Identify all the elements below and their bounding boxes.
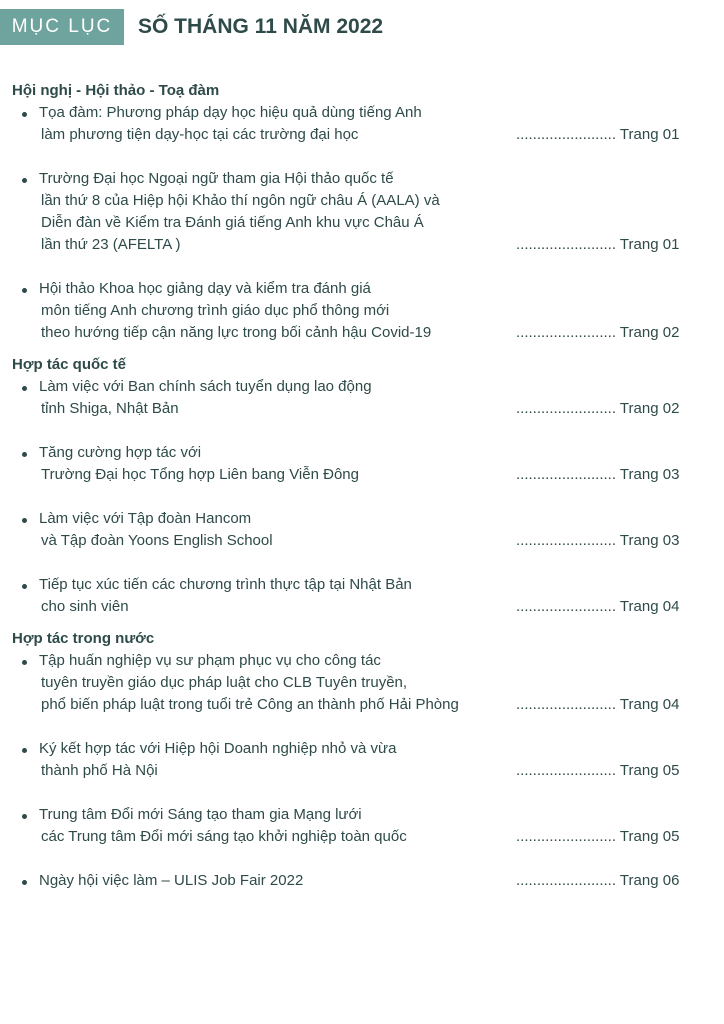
toc-entry[interactable] [0, 872, 724, 894]
toc-entry-page [516, 400, 679, 417]
toc-entry-page [516, 872, 679, 889]
toc-entry-page [516, 236, 679, 253]
toc-entry[interactable] [0, 104, 724, 148]
toc-entry-line: cho sinh viên [41, 598, 129, 615]
toc-entry-page [516, 466, 679, 483]
toc-entry-line: và Tập đoàn Yoons English School [41, 532, 273, 549]
toc-entry-page [516, 126, 679, 143]
toc-entry-line: Diễn đàn về Kiểm tra Đánh giá tiếng Anh khu vực Châu Á [41, 214, 424, 231]
section-title: Hợp tác trong nước [12, 630, 155, 647]
bullet-icon [22, 386, 27, 391]
page-number: Trang 02 [616, 400, 680, 417]
bullet-icon [22, 518, 27, 523]
bullet-icon [22, 452, 27, 457]
leader-dots: ........................ [516, 828, 617, 845]
toc-entry[interactable] [0, 576, 724, 620]
page-number: Trang 06 [616, 872, 680, 889]
leader-dots: ........................ [516, 762, 617, 779]
leader-dots: ........................ [516, 696, 617, 713]
issue-title: SỐ THÁNG 11 NĂM 2022 [138, 15, 384, 38]
leader-dots: ........................ [516, 126, 617, 143]
toc-entry-line: làm phương tiện dạy-học tại các trường đại học [41, 126, 359, 143]
page-number: Trang 01 [616, 126, 680, 143]
toc-entry[interactable] [0, 170, 724, 258]
toc-entry-line: các Trung tâm Đổi mới sáng tạo khởi nghiệp toàn quốc [41, 828, 407, 845]
toc-entry-page [516, 696, 679, 713]
toc-entry-line: tỉnh Shiga, Nhật Bản [41, 400, 179, 417]
toc-entry-line: Hội thảo Khoa học giảng dạy và kiểm tra đánh giá [39, 280, 371, 297]
page-number: Trang 03 [616, 466, 680, 483]
toc-entry-line: Ngày hội việc làm – ULIS Job Fair 2022 [39, 872, 304, 889]
leader-dots: ........................ [516, 872, 617, 889]
bullet-icon [22, 584, 27, 589]
leader-dots: ........................ [516, 236, 617, 253]
toc-entry-page [516, 828, 679, 845]
page-number: Trang 04 [616, 598, 680, 615]
toc-entry-line: lần thứ 23 (AFELTA ) [41, 236, 181, 253]
toc-entry-page [516, 762, 679, 779]
toc-entry[interactable] [0, 510, 724, 554]
toc-entry[interactable] [0, 378, 724, 422]
toc-entry-line: lần thứ 8 của Hiệp hội Khảo thí ngôn ngữ châu Á (AALA) và [41, 192, 440, 209]
toc-entry-line: Tăng cường hợp tác với [39, 444, 202, 461]
toc-entry-line: môn tiếng Anh chương trình giáo dục phổ thông mới [41, 302, 390, 319]
bullet-icon [22, 814, 27, 819]
toc-entry-line: thành phố Hà Nội [41, 762, 158, 779]
bullet-icon [22, 660, 27, 665]
toc-entry-page [516, 598, 679, 615]
page-number: Trang 03 [616, 532, 680, 549]
toc-entry-line: Ký kết hợp tác với Hiệp hội Doanh nghiệp nhỏ và vừa [39, 740, 397, 757]
toc-entry[interactable] [0, 806, 724, 850]
toc-entry-line: Làm việc với Tập đoàn Hancom [39, 510, 252, 527]
toc-entry-page [516, 324, 679, 341]
page-number: Trang 02 [616, 324, 680, 341]
bullet-icon [22, 288, 27, 293]
section-title: Hợp tác quốc tế [12, 356, 127, 373]
page-number: Trang 01 [616, 236, 680, 253]
toc-entry-line: Trường Đại học Tổng hợp Liên bang Viễn Đông [41, 466, 359, 483]
leader-dots: ........................ [516, 466, 617, 483]
leader-dots: ........................ [516, 598, 617, 615]
toc-entry-line: Trường Đại học Ngoại ngữ tham gia Hội thảo quốc tế [39, 170, 394, 187]
toc-entry-page [516, 532, 679, 549]
section-title: Hội nghị - Hội thảo - Toạ đàm [12, 82, 220, 99]
bullet-icon [22, 880, 27, 885]
toc-entry[interactable] [0, 652, 724, 718]
toc-entry-line: tuyên truyền giáo dục pháp luật cho CLB Tuyên truyền, [41, 674, 408, 691]
toc-entry[interactable] [0, 280, 724, 346]
toc-entry-line: Trung tâm Đổi mới Sáng tạo tham gia Mạng lưới [39, 806, 362, 823]
page-number: Trang 04 [616, 696, 680, 713]
toc-entry[interactable] [0, 444, 724, 488]
toc-entry-line: Tiếp tục xúc tiến các chương trình thực tập tại Nhật Bản [39, 576, 412, 593]
toc-entry-line: Tọa đàm: Phương pháp dạy học hiệu quả dùng tiếng Anh [39, 104, 422, 121]
toc-entry-line: phổ biến pháp luật trong tuổi trẻ Công an thành phố Hải Phòng [41, 696, 459, 713]
leader-dots: ........................ [516, 400, 617, 417]
page-number: Trang 05 [616, 828, 680, 845]
bullet-icon [22, 112, 27, 117]
toc-entry-line: Làm việc với Ban chính sách tuyển dụng lao động [39, 378, 372, 395]
toc-header [0, 9, 383, 45]
toc-entry[interactable] [0, 740, 724, 784]
leader-dots: ........................ [516, 532, 617, 549]
page-number: Trang 05 [616, 762, 680, 779]
toc-entry-line: theo hướng tiếp cận năng lực trong bối cảnh hậu Covid-19 [41, 324, 432, 341]
toc-entry-line: Tập huấn nghiệp vụ sư phạm phục vụ cho công tác [39, 652, 381, 669]
bullet-icon [22, 748, 27, 753]
bullet-icon [22, 178, 27, 183]
toc-badge: MỤC LỤC [0, 9, 124, 45]
leader-dots: ........................ [516, 324, 617, 341]
